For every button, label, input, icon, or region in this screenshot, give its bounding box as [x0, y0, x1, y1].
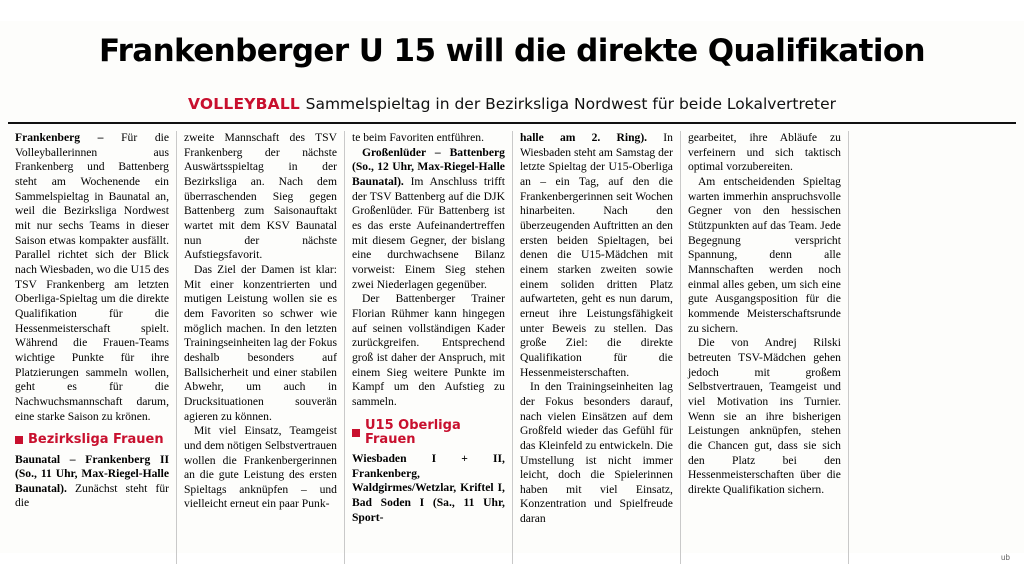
- article-paragraph: [520, 380, 673, 527]
- article-paragraph: [352, 292, 505, 409]
- article-paragraph: [184, 263, 337, 424]
- paragraph-text: Mit viel Einsatz, Teamgeist und dem nötigen Selbstvertrauen wollen die Frankenbergerinnen an die gute Leistung des ersten Spieltags anknüpfen – und vielleicht erneut ein paar Punk-: [183, 424, 337, 511]
- paragraph-text: Das Ziel der Damen ist klar: Mit einer konzentrierten und mutigen Leistung wollen sie es dem Favoriten so schwer wie möglich machen. In den letzten Trainingseinheiten lag der Fokus deshalb besonders auf Ballsicherheit und einer stabilen Abwehr, um auch in Drucksituationen souverän agieren zu können.: [183, 262, 337, 423]
- article-column-1: [8, 131, 176, 564]
- article-column-2: [176, 131, 344, 564]
- article-paragraph: [520, 131, 673, 380]
- paragraph-text: zweite Mannschaft des TSV Frankenberg der nächste Auswärtsspieltag in der Bezirksliga an. Nach dem überraschenden Sieg gegen Battenberg zum Saisonauftakt wartet mit dem KSV Baunatal nun der nächste Aufstiegsfavorit.: [183, 131, 337, 262]
- article-paragraph: [352, 131, 505, 146]
- paragraph-text: In Wiesbaden steht am Samstag der letzte Spieltag der U15-Oberliga an – ein Tag, auf den die Frankenbergerinnen seit Wochen hinarbeiten. Nach den überzeugenden Auftritten an den ersten beiden Spieltagen, bei denen die U15-Mädchen mit einem starken zweiten sowie einem soliden dritten Platz aufwarteten, geht es nun darum, erneut ihre Leistungsfähigkeit unter Beweis zu stellen. Das große Ziel: die direkte Qualifikation für die Hessenmeisterschaften.: [519, 131, 673, 379]
- paragraph-text: Der Battenberger Trainer Florian Rühmer kann hingegen auf seinen vollständigen Kader zurückgreifen. Entsprechend groß ist daher der Anspruch, mit einem Sieg weitere Punkte im Kampf um den Aufstieg zu sammeln.: [351, 292, 505, 408]
- bullet-square-icon: [15, 436, 23, 444]
- section-subheading: [15, 433, 169, 447]
- section-kicker: VOLLEYBALL: [187, 95, 306, 114]
- section-subheading-label: U15 Oberliga Frauen: [364, 417, 461, 447]
- paragraph-text: gearbeitet, ihre Abläufe zu verfeinern und sich taktisch optimal vorzubereiten.: [687, 131, 841, 174]
- bullet-square-icon: [352, 429, 360, 437]
- article-column-3: [344, 131, 512, 564]
- paragraph-lead-in: halle am 2. Ring).: [519, 131, 648, 145]
- article-paragraph: [184, 131, 337, 263]
- article-paragraph: [688, 175, 841, 336]
- newspaper-article-page: [0, 21, 1024, 563]
- paragraph-lead-in: Großenlüder – Battenberg (So., 12 Uhr, Max-Riegel-Halle Baunatal).: [351, 145, 505, 189]
- article-column-4: [512, 131, 680, 564]
- section-subheading-label: Bezirksliga Frauen: [28, 432, 164, 448]
- paragraph-text: In den Trainingseinheiten lag der Fokus besonders darauf, nach vielen Einsätzen auf dem Großfeld wieder das Gefühl für das Kleinfeld zu entwickeln. Die Umstellung ist nicht immer leicht, doch die Spielerinnen haben mit viel Einsatz, Konzentration und Spielfreude daran: [519, 380, 673, 526]
- paragraph-text: te beim Favoriten entführen.: [351, 131, 484, 145]
- photo-credit: ub: [1001, 553, 1010, 563]
- paragraph-text: Die von Andrej Rilski betreuten TSV-Mädchen gehen jedoch mit großem Selbstvertrauen, Teamgeist und viel Motivation ins Turnier. Wenn sie an ihre bisherigen Leistungen anknüpfen, stehen die Chancen gut, dass sie sich den Platz bei den Hessenmeisterschaften über die direkte Qualifikation sichern.: [687, 336, 841, 496]
- page-title: Frankenberger U 15 will die direkte Qualifikation: [98, 32, 926, 69]
- article-paragraph: [352, 146, 505, 293]
- paragraph-text: Am entscheidenden Spieltag warten immerhin anspruchsvolle Gegner von den hessischen Stützpunkten auf das Team. Jede Begegnung verspricht Spannung, denn alle Mannschaften werden noch einmal alles geben, um sich eine gute Ausgangsposition für die kommende Meisterschaftsrunde zu sichern.: [687, 175, 841, 335]
- paragraph-text: Im Anschluss trifft der TSV Battenberg auf die DJK Großenlüder. Für Battenberg ist es das erste Aufeinandertreffen mit diesem Gegner, der bislang eine durchwachsene Bilanz vorweist: Einem Sieg stehen zwei Niederlagen gegenüber.: [351, 175, 505, 291]
- subheadline-text: Sammelspieltag in der Bezirksliga Nordwest für beide Lokalvertreter: [305, 95, 836, 114]
- article-columns: [0, 124, 1024, 564]
- article-paragraph: [688, 336, 841, 497]
- article-column-6: [848, 131, 1016, 564]
- article-paragraph: [352, 452, 505, 525]
- article-paragraph: [15, 453, 169, 512]
- paragraph-lead-in: Frankenberg –: [15, 131, 122, 145]
- paragraph-lead-in: Baunatal – Frankenberg II (So., 11 Uhr, Max-Riegel-Halle Baunatal).: [15, 452, 169, 495]
- paragraph-lead-in: Wiesbaden I + II, Frankenberg, Waldgirmes/Wetzlar, Kriftel I, Bad Soden I (Sa., 11 Uhr, Sport-: [351, 452, 505, 524]
- article-lead-paragraph: [15, 131, 169, 424]
- paragraph-text: Für die Volleyballerinnen aus Frankenberg und Battenberg steht am Wochenende ein Sammelspieltag in Baunatal an, weil die Bezirksliga Nordwest mit nur sechs Teams in dieser Saison etwas kompakter ausfällt. Parallel richtet sich der Blick nach Wiesbaden, wo die U15 des TSV Frankenberg am letzten Oberliga-Spieltag um die direkte Qualifikation für die Hessenmeisterschaft spielt. Während die Frauen-Teams wichtige Punkte für ihre Platzierungen sammeln wollen, geht es für die Nachwuchsmannschaft darum, eine starke Saison zu krönen.: [15, 131, 169, 423]
- paragraph-text: Zunächst steht für die: [15, 481, 169, 510]
- subheadline: [0, 88, 1024, 113]
- article-column-5: [680, 131, 848, 564]
- section-subheading: [352, 419, 505, 448]
- article-paragraph: [184, 424, 337, 512]
- article-paragraph: [688, 131, 841, 175]
